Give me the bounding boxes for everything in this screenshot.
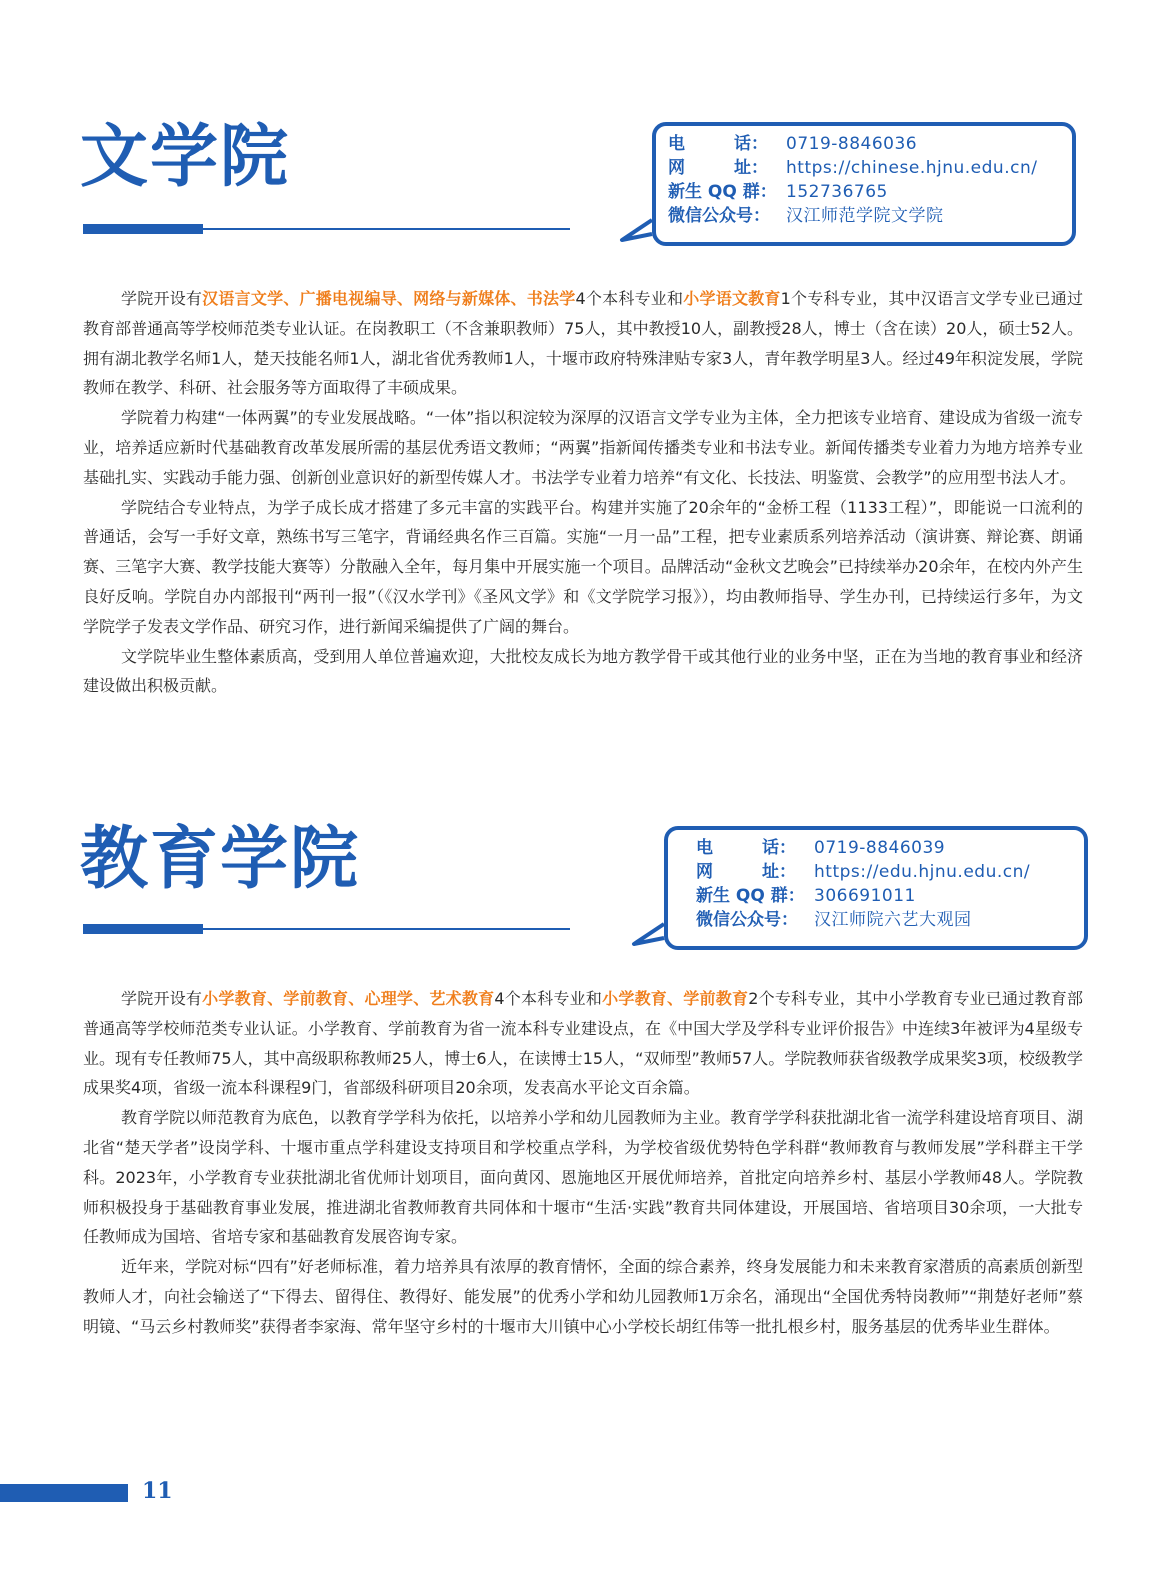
phone-label-a: 电 [696, 838, 713, 858]
contact-wechat-row [668, 204, 1072, 228]
paragraph: 教育学院以师范教育为底色，以教育学学科为依托，以培养小学和幼儿园教师为主业。教育学学科获批湖北省一流学科建设培育项目、湖北省“楚天学者”设岗学科、十堰市重点学科建设支持项目和学校重点学科，为学校省级优势特色学科群“教师教育与教师发展”学科群主干学科。2023年，小学教育专业获批湖北省优师计划项目，面向黄冈、恩施地区开展优师培养，首批定向培养乡村、基层小学教师48人。学院教师积极投身于基础教育事业发展，推进湖北省教师教育共同体和十堰市“生活·实践”教育共同体建设，开展国培、省培项目30余项，一大批专任教师成为国培、省培专家和基础教育发展咨询专家。 [83, 1108, 1083, 1247]
paragraph: 近年来，学院对标“四有”好老师标准，着力培养具有浓厚的教育情怀，全面的综合素养，终身发展能力和未来教育家潜质的高素质创新型教师人才，向社会输送了“下得去、留得住、教得好、能发展”的优秀小学和幼儿园教师1万余名，涌现出“全国优秀特岗教师”“荆楚好老师”蔡明镜、“马云乡村教师奖”获得者李家海、常年坚守乡村的十堰市大川镇中心小学校长胡红伟等一批扎根乡村，服务基层的优秀毕业生群体。 [83, 1257, 1083, 1336]
web-label-a: 网 [668, 158, 685, 178]
wechat-label: 微信公众号： [668, 206, 770, 226]
paragraph: 学院结合专业特点，为学子成长成才搭建了多元丰富的实践平台。构建并实施了20余年的“金桥工程（1133工程）”，即能说一口流利的普通话，会写一手好文章，熟练书写三笔字，背诵经典名作三百篇。实施“一月一品”工程，把专业素质系列培养活动（演讲赛、辩论赛、朗诵赛、三笔字大赛、教学技能大赛等）分散融入全年，每月集中开展实施一个项目。品牌活动“金秋文艺晚会”已持续举办20余年，在校内外产生良好反响。学院自办内部报刊“两刊一报”（《汉水学刊》《圣风文学》和《文学院学习报》），均由教师指导、学生办刊，已持续运行多年，为文学院学子发表文学作品、研究习作，进行新闻采编提供了广阔的舞台。 [83, 497, 1083, 636]
wechat-value: 汉江师院六艺大观园 [814, 910, 972, 930]
highlight-majors: 小学教育、学前教育、心理学、艺术教育 [202, 989, 495, 1008]
contact-web-row [668, 156, 1072, 180]
section-body-jiaoyuxueyuan [83, 984, 1083, 1342]
phone-label-b: 话： [734, 134, 768, 154]
contact-phone-row [668, 132, 1072, 156]
web-link[interactable]: https://chinese.hjnu.edu.cn/ [786, 158, 1038, 178]
contact-box-wenxueyuan [652, 122, 1076, 246]
contact-phone-row [696, 836, 1084, 860]
title-underline-line [83, 228, 570, 230]
speech-bubble-tail [668, 830, 669, 831]
section-title-jiaoyuxueyuan: 教育学院 [80, 820, 361, 899]
web-link[interactable]: https://edu.hjnu.edu.cn/ [814, 862, 1031, 882]
qq-value: 152736765 [786, 182, 888, 202]
phone-label-a: 电 [668, 134, 685, 154]
wechat-value: 汉江师范学院文学院 [786, 206, 944, 226]
highlight-majors: 汉语言文学、广播电视编导、网络与新媒体、书法学 [202, 289, 576, 308]
wechat-label: 微信公众号： [696, 910, 798, 930]
highlight-majors: 小学语文教育 [683, 289, 781, 308]
section-title-wenxueyuan: 文学院 [80, 118, 291, 197]
web-label-a: 网 [696, 862, 713, 882]
paragraph: 学院开设有汉语言文学、广播电视编导、网络与新媒体、书法学4个本科专业和小学语文教育1个专科专业，其中汉语言文学专业已通过教育部普通高等学校师范类专业认证。在岗教职工（不含兼职教师）75人，其中教授10人，副教授28人，博士（含在读）20人，硕士52人。拥有湖北教学名师1人，楚天技能名师1人，湖北省优秀教师1人，十堰市政府特殊津贴专家3人，青年教学明星3人。经过49年积淀发展，学院教师在教学、科研、社会服务等方面取得了丰硕成果。 [83, 289, 1083, 398]
phone-value: 0719-8846039 [814, 838, 946, 858]
qq-label: 新生 QQ 群： [696, 886, 805, 906]
contact-wechat-row [696, 908, 1084, 932]
web-label-b: 址： [734, 158, 768, 178]
contact-qq-row [696, 884, 1084, 908]
qq-value: 306691011 [814, 886, 916, 906]
speech-bubble-tail [656, 126, 657, 127]
contact-qq-row [668, 180, 1072, 204]
paragraph: 文学院毕业生整体素质高，受到用人单位普遍欢迎，大批校友成长为地方教学骨干或其他行业的业务中坚，正在为当地的教育事业和经济建设做出积极贡献。 [83, 646, 1083, 696]
title-underline-line [83, 928, 570, 930]
contact-box-jiaoyuxueyuan [664, 826, 1088, 950]
paragraph: 学院开设有小学教育、学前教育、心理学、艺术教育4个本科专业和小学教育、学前教育2个专科专业，其中小学教育专业已通过教育部普通高等学校师范类专业认证。小学教育、学前教育为省一流本科专业建设点，在《中国大学及学科专业评价报告》中连续3年被评为4星级专业。现有专任教师75人，其中高级职称教师25人，博士6人，在读博士15人，“双师型”教师57人。学院教师获省级教学成果奖3项，校级教学成果奖4项，省级一流本科课程9门，省部级科研项目20余项，发表高水平论文百余篇。 [83, 989, 1083, 1098]
section-body-wenxueyuan [83, 284, 1083, 701]
page-number: 11 [142, 1478, 173, 1504]
phone-value: 0719-8846036 [786, 134, 918, 154]
web-label-b: 址： [762, 862, 796, 882]
footer-bar [0, 1484, 128, 1502]
highlight-majors: 小学教育、学前教育 [602, 989, 749, 1008]
contact-web-row [696, 860, 1084, 884]
qq-label: 新生 QQ 群： [668, 182, 777, 202]
paragraph: 学院着力构建“一体两翼”的专业发展战略。“一体”指以积淀较为深厚的汉语言文学专业为主体，全力把该专业培育、建设成为省级一流专业，培养适应新时代基础教育改革发展所需的基层优秀语文教师；“两翼”指新闻传播类专业和书法专业。新闻传播类专业着力为地方培养专业基础扎实、实践动手能力强、创新创业意识好的新型传媒人才。书法学专业着力培养“有文化、长技法、明鉴赏、会教学”的应用型书法人才。 [83, 408, 1083, 487]
phone-label-b: 话： [762, 838, 796, 858]
